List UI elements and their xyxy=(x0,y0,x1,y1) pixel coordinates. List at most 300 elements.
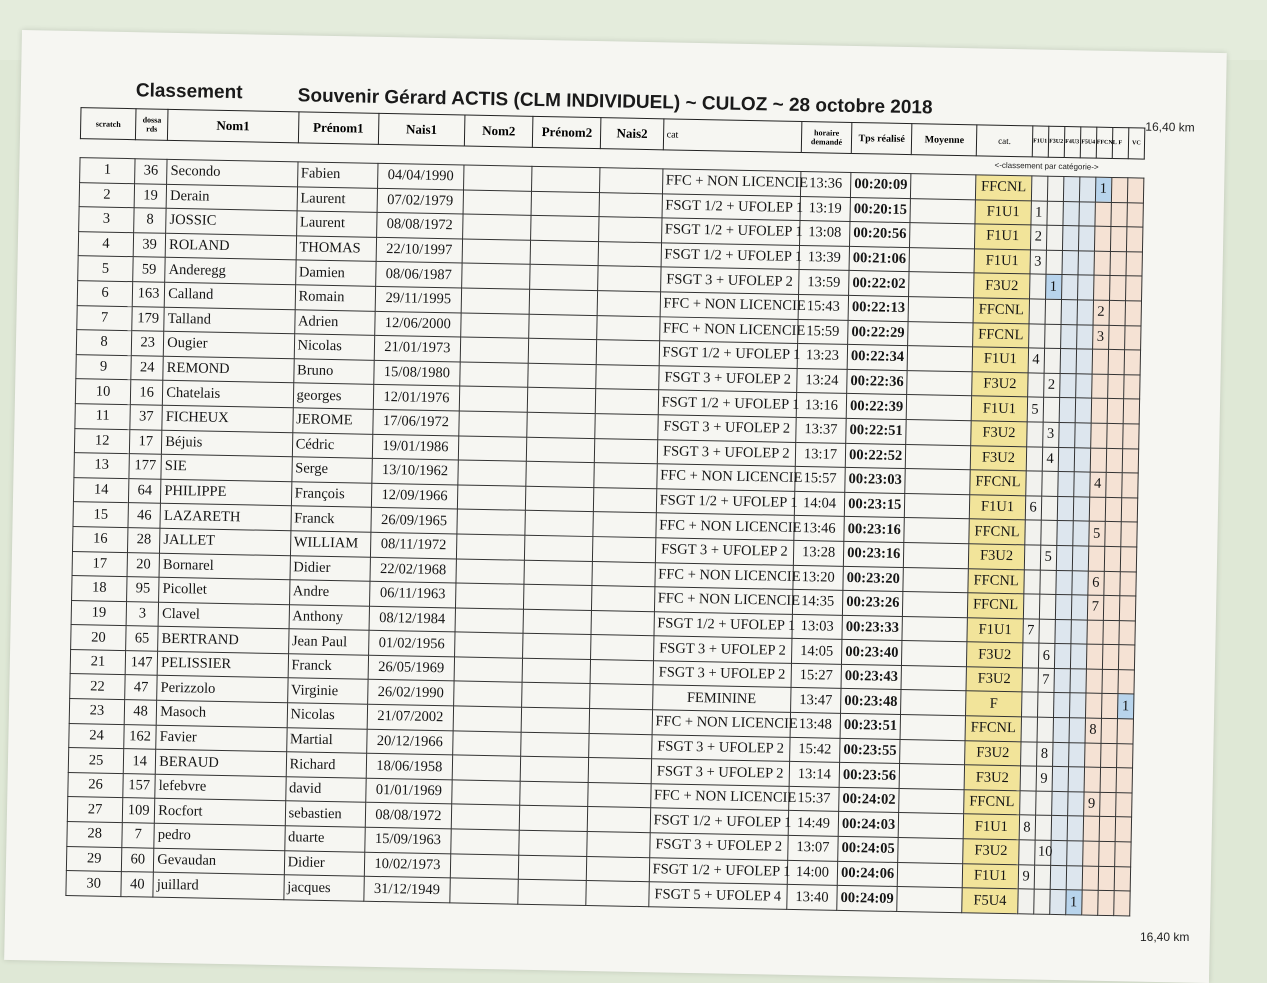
cell-tps-realise: 00:23:40 xyxy=(842,640,903,666)
cell-horaire: 15:43 xyxy=(798,294,849,320)
cell-category: FSGT 3 + UFOLEP 2 xyxy=(651,734,790,761)
cell-scratch-rank: 8 xyxy=(76,330,132,356)
cell-cat-rank xyxy=(1077,275,1094,300)
cell-cat-rank xyxy=(1072,521,1089,546)
cell-nom1: LAZARETH xyxy=(160,504,291,531)
cell-prenom1: Martial xyxy=(286,727,367,753)
cell-prenom2 xyxy=(527,437,596,463)
cell-nais2 xyxy=(590,709,653,735)
cell-nom2 xyxy=(452,780,521,806)
cell-prenom1: Adrien xyxy=(294,309,375,335)
cell-cat-rank xyxy=(1101,718,1118,743)
cell-nom2 xyxy=(453,706,522,732)
cell-nais1: 15/09/1963 xyxy=(365,827,452,853)
cell-scratch-rank: 20 xyxy=(71,625,127,651)
cell-nom1: Ougier xyxy=(163,331,294,358)
cell-cat-rank xyxy=(1114,842,1131,867)
cell-cat-rank xyxy=(1072,546,1089,571)
cell-nom1: pedro xyxy=(154,823,285,850)
cell-scratch-rank: 14 xyxy=(73,477,129,503)
cell-prenom1: Franck xyxy=(288,654,369,680)
cell-moyenne xyxy=(900,715,966,741)
cell-moyenne xyxy=(897,862,963,888)
cell-nais1: 29/11/1995 xyxy=(375,286,462,312)
cell-scratch-rank: 17 xyxy=(72,551,128,577)
cell-prenom1: François xyxy=(291,481,372,507)
cell-dossard: 179 xyxy=(132,306,165,331)
cell-nais1: 26/05/1969 xyxy=(368,655,455,681)
cell-nais1: 18/06/1958 xyxy=(366,753,453,779)
cell-dossard: 3 xyxy=(126,601,159,626)
cell-dossard: 95 xyxy=(127,577,160,602)
cell-cat-rank xyxy=(1097,891,1114,916)
cell-cat-rank xyxy=(1059,398,1076,423)
cell-cat-rank: 3 xyxy=(1030,250,1047,275)
cell-cat-rank xyxy=(1083,816,1100,841)
cell-category: FFC + NON LICENCIE xyxy=(659,316,798,343)
cell-cat-rank xyxy=(1124,325,1141,350)
cell-prenom2 xyxy=(530,240,599,266)
cell-cat-rank xyxy=(1024,520,1041,545)
cell-tps-realise: 00:24:06 xyxy=(837,861,898,887)
cell-cat-rank xyxy=(1024,545,1041,570)
cell-cat-rank xyxy=(1119,620,1136,645)
cell-scratch-rank: 24 xyxy=(69,723,125,749)
cell-moyenne xyxy=(898,813,964,839)
cell-cat-rank xyxy=(1067,792,1084,817)
event-title: Souvenir Gérard ACTIS (CLM INDIVIDUEL) ~ CULOZ ~ 28 octobre 2018 xyxy=(297,85,933,119)
cell-cat-rank xyxy=(1115,792,1132,817)
cell-prenom2 xyxy=(530,265,599,291)
header-prenom1: Prénom1 xyxy=(298,112,379,145)
cell-nom2 xyxy=(454,681,523,707)
cell-cat-rank xyxy=(1041,496,1058,521)
cell-prenom1: Jean Paul xyxy=(288,629,369,655)
cell-nais1: 13/10/1962 xyxy=(372,458,459,484)
cell-nom1: Chatelais xyxy=(163,381,294,408)
cell-cat-code: F xyxy=(966,691,1022,717)
cell-cat-rank xyxy=(1105,522,1122,547)
cell-cat-rank xyxy=(1073,496,1090,521)
cell-category: FFC + NON LICENCIE xyxy=(656,464,795,491)
cell-moyenne xyxy=(910,198,976,224)
cell-cat-rank: 9 xyxy=(1018,864,1035,889)
cell-cat-rank xyxy=(1105,497,1122,522)
cell-cat-rank: 1 xyxy=(1065,890,1082,915)
cell-cat-rank: 1 xyxy=(1031,200,1048,225)
cell-cat-rank xyxy=(1028,323,1045,348)
cell-nom1: ROLAND xyxy=(165,233,296,260)
cell-cat-rank: 9 xyxy=(1083,792,1100,817)
cell-horaire: 13:39 xyxy=(799,245,850,271)
cell-cat-rank xyxy=(1124,350,1141,375)
cell-moyenne xyxy=(906,419,972,445)
cell-nom2 xyxy=(453,731,522,757)
cell-tps-realise: 00:23:43 xyxy=(841,664,902,690)
cell-tps-realise: 00:23:48 xyxy=(841,689,902,715)
header-col-f: F xyxy=(1112,127,1129,158)
cell-cat-rank xyxy=(1075,398,1092,423)
cell-scratch-rank: 25 xyxy=(68,748,124,774)
cell-cat-rank xyxy=(1027,373,1044,398)
cell-cat-rank xyxy=(1104,571,1121,596)
cell-nais2 xyxy=(596,389,659,415)
cell-nais2 xyxy=(589,758,652,784)
cell-moyenne xyxy=(904,542,970,568)
cell-moyenne xyxy=(905,469,971,495)
cell-cat-rank xyxy=(1071,619,1088,644)
header-nais2: Nais2 xyxy=(601,118,664,150)
header-cat: cat xyxy=(663,119,802,153)
cell-dossard: 16 xyxy=(130,380,163,405)
category-note: <-classement par catégorie-> xyxy=(994,160,1099,172)
cell-nom1: PHILIPPE xyxy=(161,479,292,506)
cell-cat-rank xyxy=(1088,546,1105,571)
cell-cat-code: F3U2 xyxy=(974,273,1030,299)
cell-tps-realise: 00:22:39 xyxy=(846,394,907,420)
cell-dossard: 40 xyxy=(121,872,154,897)
cell-cat-rank xyxy=(1031,176,1048,201)
cell-prenom1: Andre xyxy=(289,580,370,606)
cell-nom2 xyxy=(463,190,532,216)
cell-nais2 xyxy=(592,586,655,612)
cell-nais1: 31/12/1949 xyxy=(364,876,451,902)
cell-horaire: 15:42 xyxy=(790,737,841,763)
cell-prenom2 xyxy=(523,634,592,660)
cell-scratch-rank: 3 xyxy=(79,207,135,233)
cell-prenom2 xyxy=(520,781,589,807)
cell-scratch-rank: 28 xyxy=(67,822,123,848)
cell-cat-rank xyxy=(1022,668,1039,693)
cell-cat-rank xyxy=(1049,890,1066,915)
cell-moyenne xyxy=(898,838,964,864)
cell-prenom2 xyxy=(526,486,595,512)
cell-cat-rank xyxy=(1073,472,1090,497)
cell-scratch-rank: 2 xyxy=(79,182,135,208)
cell-cat-rank xyxy=(1116,743,1133,768)
cell-cat-rank xyxy=(1037,693,1054,718)
cell-dossard: 39 xyxy=(133,232,166,257)
cell-tps-realise: 00:22:51 xyxy=(846,418,907,444)
cell-moyenne xyxy=(902,616,968,642)
cell-category: FSGT 1/2 + UFOLEP 1 xyxy=(654,611,793,638)
cell-prenom2 xyxy=(524,584,593,610)
cell-tps-realise: 00:23:16 xyxy=(843,541,904,567)
cell-prenom1: Anthony xyxy=(289,604,370,630)
cell-nom1: SIE xyxy=(161,454,292,481)
cell-prenom2 xyxy=(518,879,587,905)
cell-cat-rank xyxy=(1118,670,1135,695)
cell-cat-rank xyxy=(1111,202,1128,227)
cell-cat-rank xyxy=(1068,767,1085,792)
cell-moyenne xyxy=(899,764,965,790)
cell-nais2 xyxy=(598,266,661,292)
cell-nais2 xyxy=(599,192,662,218)
cell-tps-realise: 00:22:29 xyxy=(848,320,909,346)
cell-cat-rank xyxy=(1125,301,1142,326)
cell-cat-rank xyxy=(1075,374,1092,399)
cell-prenom1: Nicolas xyxy=(294,334,375,360)
cell-cat-rank xyxy=(1053,693,1070,718)
cell-cat-rank xyxy=(1070,669,1087,694)
cell-horaire: 14:49 xyxy=(788,811,839,837)
cell-category: FSGT 1/2 + UFOLEP 1 xyxy=(650,808,789,835)
cell-nais1: 17/06/1972 xyxy=(373,409,460,435)
cell-nais1: 19/01/1986 xyxy=(372,434,459,460)
cell-cat-rank xyxy=(1127,202,1144,227)
cell-cat-rank xyxy=(1099,792,1116,817)
cell-cat-rank xyxy=(1118,645,1135,670)
cell-cat-code: F3U2 xyxy=(965,740,1021,766)
cell-cat-rank xyxy=(1111,177,1128,202)
cell-nais2 xyxy=(597,340,660,366)
cell-horaire: 15:37 xyxy=(789,786,840,812)
cell-cat-rank xyxy=(1101,694,1118,719)
cell-nais1: 22/10/1997 xyxy=(376,237,463,263)
cell-moyenne xyxy=(906,395,972,421)
header-horaire: horaire demandé xyxy=(801,121,852,153)
header-nom1: Nom1 xyxy=(168,109,299,142)
cell-nais1: 08/06/1987 xyxy=(375,262,462,288)
cell-dossard: 59 xyxy=(133,257,166,282)
cell-nom1: Calland xyxy=(164,282,295,309)
cell-prenom2 xyxy=(527,412,596,438)
cell-prenom2 xyxy=(529,314,598,340)
cell-nom2 xyxy=(456,534,525,560)
cell-cat-rank: 2 xyxy=(1043,373,1060,398)
cell-prenom1: Virginie xyxy=(287,678,368,704)
cell-nom1: juillard xyxy=(153,872,284,899)
cell-cat-code: FFCNL xyxy=(976,175,1032,201)
cell-cat-rank xyxy=(1039,570,1056,595)
cell-cat-rank xyxy=(1110,227,1127,252)
cell-cat-rank xyxy=(1052,742,1069,767)
cell-prenom2 xyxy=(531,215,600,241)
cell-nom1: Béjuis xyxy=(162,430,293,457)
cell-cat-rank xyxy=(1110,251,1127,276)
header-col-f3u2: F3U2 xyxy=(1048,126,1065,157)
cell-cat-rank xyxy=(1040,520,1057,545)
cell-horaire: 13:36 xyxy=(800,171,851,197)
cell-horaire: 14:05 xyxy=(791,639,842,665)
cell-cat-code: FFCNL xyxy=(970,470,1026,496)
cell-cat-rank xyxy=(1034,865,1051,890)
cell-cat-rank xyxy=(1056,545,1073,570)
results-sheet xyxy=(4,30,1227,983)
cell-cat-code: F3U2 xyxy=(972,372,1028,398)
cell-nais2 xyxy=(597,315,660,341)
cell-cat-code: F3U2 xyxy=(971,445,1027,471)
cell-tps-realise: 00:22:02 xyxy=(849,271,910,297)
cell-prenom1: Serge xyxy=(291,457,372,483)
cell-cat-rank xyxy=(1094,226,1111,251)
cell-cat-rank xyxy=(1102,669,1119,694)
cell-nais1: 12/01/1976 xyxy=(373,385,460,411)
cell-moyenne xyxy=(900,739,966,765)
cell-nais2 xyxy=(593,512,656,538)
cell-prenom2 xyxy=(522,658,591,684)
cell-cat-rank xyxy=(1060,324,1077,349)
cell-cat-rank: 1 xyxy=(1095,177,1112,202)
cell-nom1: Gevaudan xyxy=(154,848,285,875)
cell-cat-rank xyxy=(1081,890,1098,915)
cell-cat-code: F1U1 xyxy=(975,199,1031,225)
cell-cat-rank xyxy=(1122,424,1139,449)
cell-nais1: 01/02/1956 xyxy=(368,631,455,657)
cell-category: FSGT 1/2 + UFOLEP 1 xyxy=(649,857,788,884)
header-cat2: cat. xyxy=(977,125,1033,157)
cell-nais1: 21/01/1973 xyxy=(374,335,461,361)
cell-cat-rank: 5 xyxy=(1040,545,1057,570)
cell-cat-code: F3U2 xyxy=(966,667,1022,693)
cell-nais2 xyxy=(588,782,651,808)
cell-horaire: 13:24 xyxy=(797,368,848,394)
cell-nom1: Clavel xyxy=(158,602,289,629)
cell-nom2 xyxy=(460,362,529,388)
cell-cat-rank xyxy=(1100,743,1117,768)
cell-prenom2 xyxy=(525,535,594,561)
cell-dossard: 14 xyxy=(123,749,156,774)
cell-cat-rank: 5 xyxy=(1088,521,1105,546)
cell-cat-rank xyxy=(1057,472,1074,497)
cell-nais2 xyxy=(593,536,656,562)
cell-cat-rank xyxy=(1039,594,1056,619)
cell-cat-rank xyxy=(1119,596,1136,621)
cell-prenom1: sebastien xyxy=(285,801,366,827)
cell-nais1: 07/02/1979 xyxy=(377,188,464,214)
cell-scratch-rank: 1 xyxy=(80,158,136,184)
cell-prenom1: Bruno xyxy=(293,359,374,385)
cell-nais2 xyxy=(594,487,657,513)
cell-category: FFC + NON LICENCIE xyxy=(662,169,801,196)
cell-cat-rank xyxy=(1060,349,1077,374)
cell-cat-rank xyxy=(1074,423,1091,448)
cell-horaire: 14:35 xyxy=(792,589,843,615)
cell-scratch-rank: 10 xyxy=(75,379,131,405)
cell-cat-rank xyxy=(1125,276,1142,301)
cell-cat-rank xyxy=(1039,619,1056,644)
cell-dossard: 65 xyxy=(126,626,159,651)
cell-dossard: 147 xyxy=(125,650,158,675)
cell-cat-code: F1U1 xyxy=(974,249,1030,275)
cell-cat-rank xyxy=(1058,447,1075,472)
cell-horaire: 13:46 xyxy=(794,516,845,542)
cell-horaire: 15:27 xyxy=(791,663,842,689)
cell-nais2 xyxy=(592,561,655,587)
cell-cat-rank xyxy=(1093,275,1110,300)
cell-moyenne xyxy=(909,247,975,273)
cell-horaire: 13:23 xyxy=(797,344,848,370)
cell-cat-rank xyxy=(1123,399,1140,424)
cell-prenom2 xyxy=(521,707,590,733)
cell-horaire: 15:57 xyxy=(795,467,846,493)
cell-prenom2 xyxy=(528,338,597,364)
cell-cat-rank xyxy=(1044,348,1061,373)
results-table xyxy=(65,157,1144,916)
cell-prenom1: Laurent xyxy=(296,211,377,237)
cell-cat-rank xyxy=(1126,252,1143,277)
cell-nom2 xyxy=(460,337,529,363)
cell-moyenne xyxy=(910,223,976,249)
cell-cat-rank: 7 xyxy=(1022,619,1039,644)
cell-cat-rank xyxy=(1061,299,1078,324)
cell-nais2 xyxy=(590,684,653,710)
cell-cat-rank xyxy=(1055,570,1072,595)
cell-cat-rank xyxy=(1070,644,1087,669)
cell-cat-rank xyxy=(1121,473,1138,498)
cell-category: FSGT 3 + UFOLEP 2 xyxy=(651,759,790,786)
cell-tps-realise: 00:24:03 xyxy=(838,812,899,838)
cell-cat-rank xyxy=(1033,889,1050,914)
cell-scratch-rank: 4 xyxy=(78,231,134,257)
cell-cat-rank xyxy=(1095,202,1112,227)
distance-label: 16,40 km xyxy=(1145,119,1195,135)
cell-horaire: 13:08 xyxy=(799,221,850,247)
cell-scratch-rank: 12 xyxy=(74,428,130,454)
cell-nais2 xyxy=(587,856,650,882)
cell-moyenne xyxy=(904,518,970,544)
cell-nais2 xyxy=(589,733,652,759)
cell-cat-rank xyxy=(1103,595,1120,620)
cell-horaire: 13:28 xyxy=(793,540,844,566)
cell-prenom2 xyxy=(519,855,588,881)
cell-prenom2 xyxy=(523,609,592,635)
cell-cat-rank xyxy=(1063,201,1080,226)
cell-scratch-rank: 16 xyxy=(73,526,129,552)
cell-nais1: 08/08/1972 xyxy=(365,803,452,829)
cell-cat-code: F1U1 xyxy=(973,347,1029,373)
cell-cat-rank xyxy=(1026,446,1043,471)
cell-cat-rank xyxy=(1069,693,1086,718)
cell-prenom2 xyxy=(519,806,588,832)
cell-tps-realise: 00:24:02 xyxy=(839,787,900,813)
cell-nais2 xyxy=(596,364,659,390)
cell-cat-rank xyxy=(1018,840,1035,865)
cell-tps-realise: 00:23:03 xyxy=(845,468,906,494)
cell-tps-realise: 00:23:16 xyxy=(844,517,905,543)
cell-nom2 xyxy=(451,804,520,830)
cell-nais1: 01/01/1969 xyxy=(366,778,453,804)
cell-nais1: 10/02/1973 xyxy=(364,852,451,878)
cell-scratch-rank: 23 xyxy=(69,699,125,725)
cell-nais2 xyxy=(600,168,663,194)
cell-cat-rank xyxy=(1054,668,1071,693)
cell-moyenne xyxy=(901,665,967,691)
cell-cat-rank: 8 xyxy=(1019,815,1036,840)
cell-cat-rank xyxy=(1021,717,1038,742)
cell-cat-rank: 6 xyxy=(1088,571,1105,596)
cell-nais2 xyxy=(598,241,661,267)
cell-scratch-rank: 29 xyxy=(66,846,122,872)
cell-cat-rank xyxy=(1023,594,1040,619)
cell-cat-rank xyxy=(1109,276,1126,301)
cell-category: FFC + NON LICENCIE xyxy=(655,513,794,540)
cell-cat-code: F1U1 xyxy=(975,224,1031,250)
cell-moyenne xyxy=(902,641,968,667)
cell-cat-rank xyxy=(1046,250,1063,275)
cell-cat-rank xyxy=(1091,374,1108,399)
cell-horaire: 14:00 xyxy=(787,860,838,886)
cell-category: FSGT 1/2 + UFOLEP 1 xyxy=(658,390,797,417)
cell-scratch-rank: 21 xyxy=(70,649,126,675)
cell-tps-realise: 00:20:15 xyxy=(850,197,911,223)
cell-nais1: 08/11/1972 xyxy=(370,532,457,558)
cell-cat-rank: 7 xyxy=(1038,668,1055,693)
cell-dossard: 23 xyxy=(131,331,164,356)
cell-cat-rank xyxy=(1072,570,1089,595)
cell-scratch-rank: 26 xyxy=(68,772,124,798)
cell-horaire: 13:19 xyxy=(800,196,851,222)
